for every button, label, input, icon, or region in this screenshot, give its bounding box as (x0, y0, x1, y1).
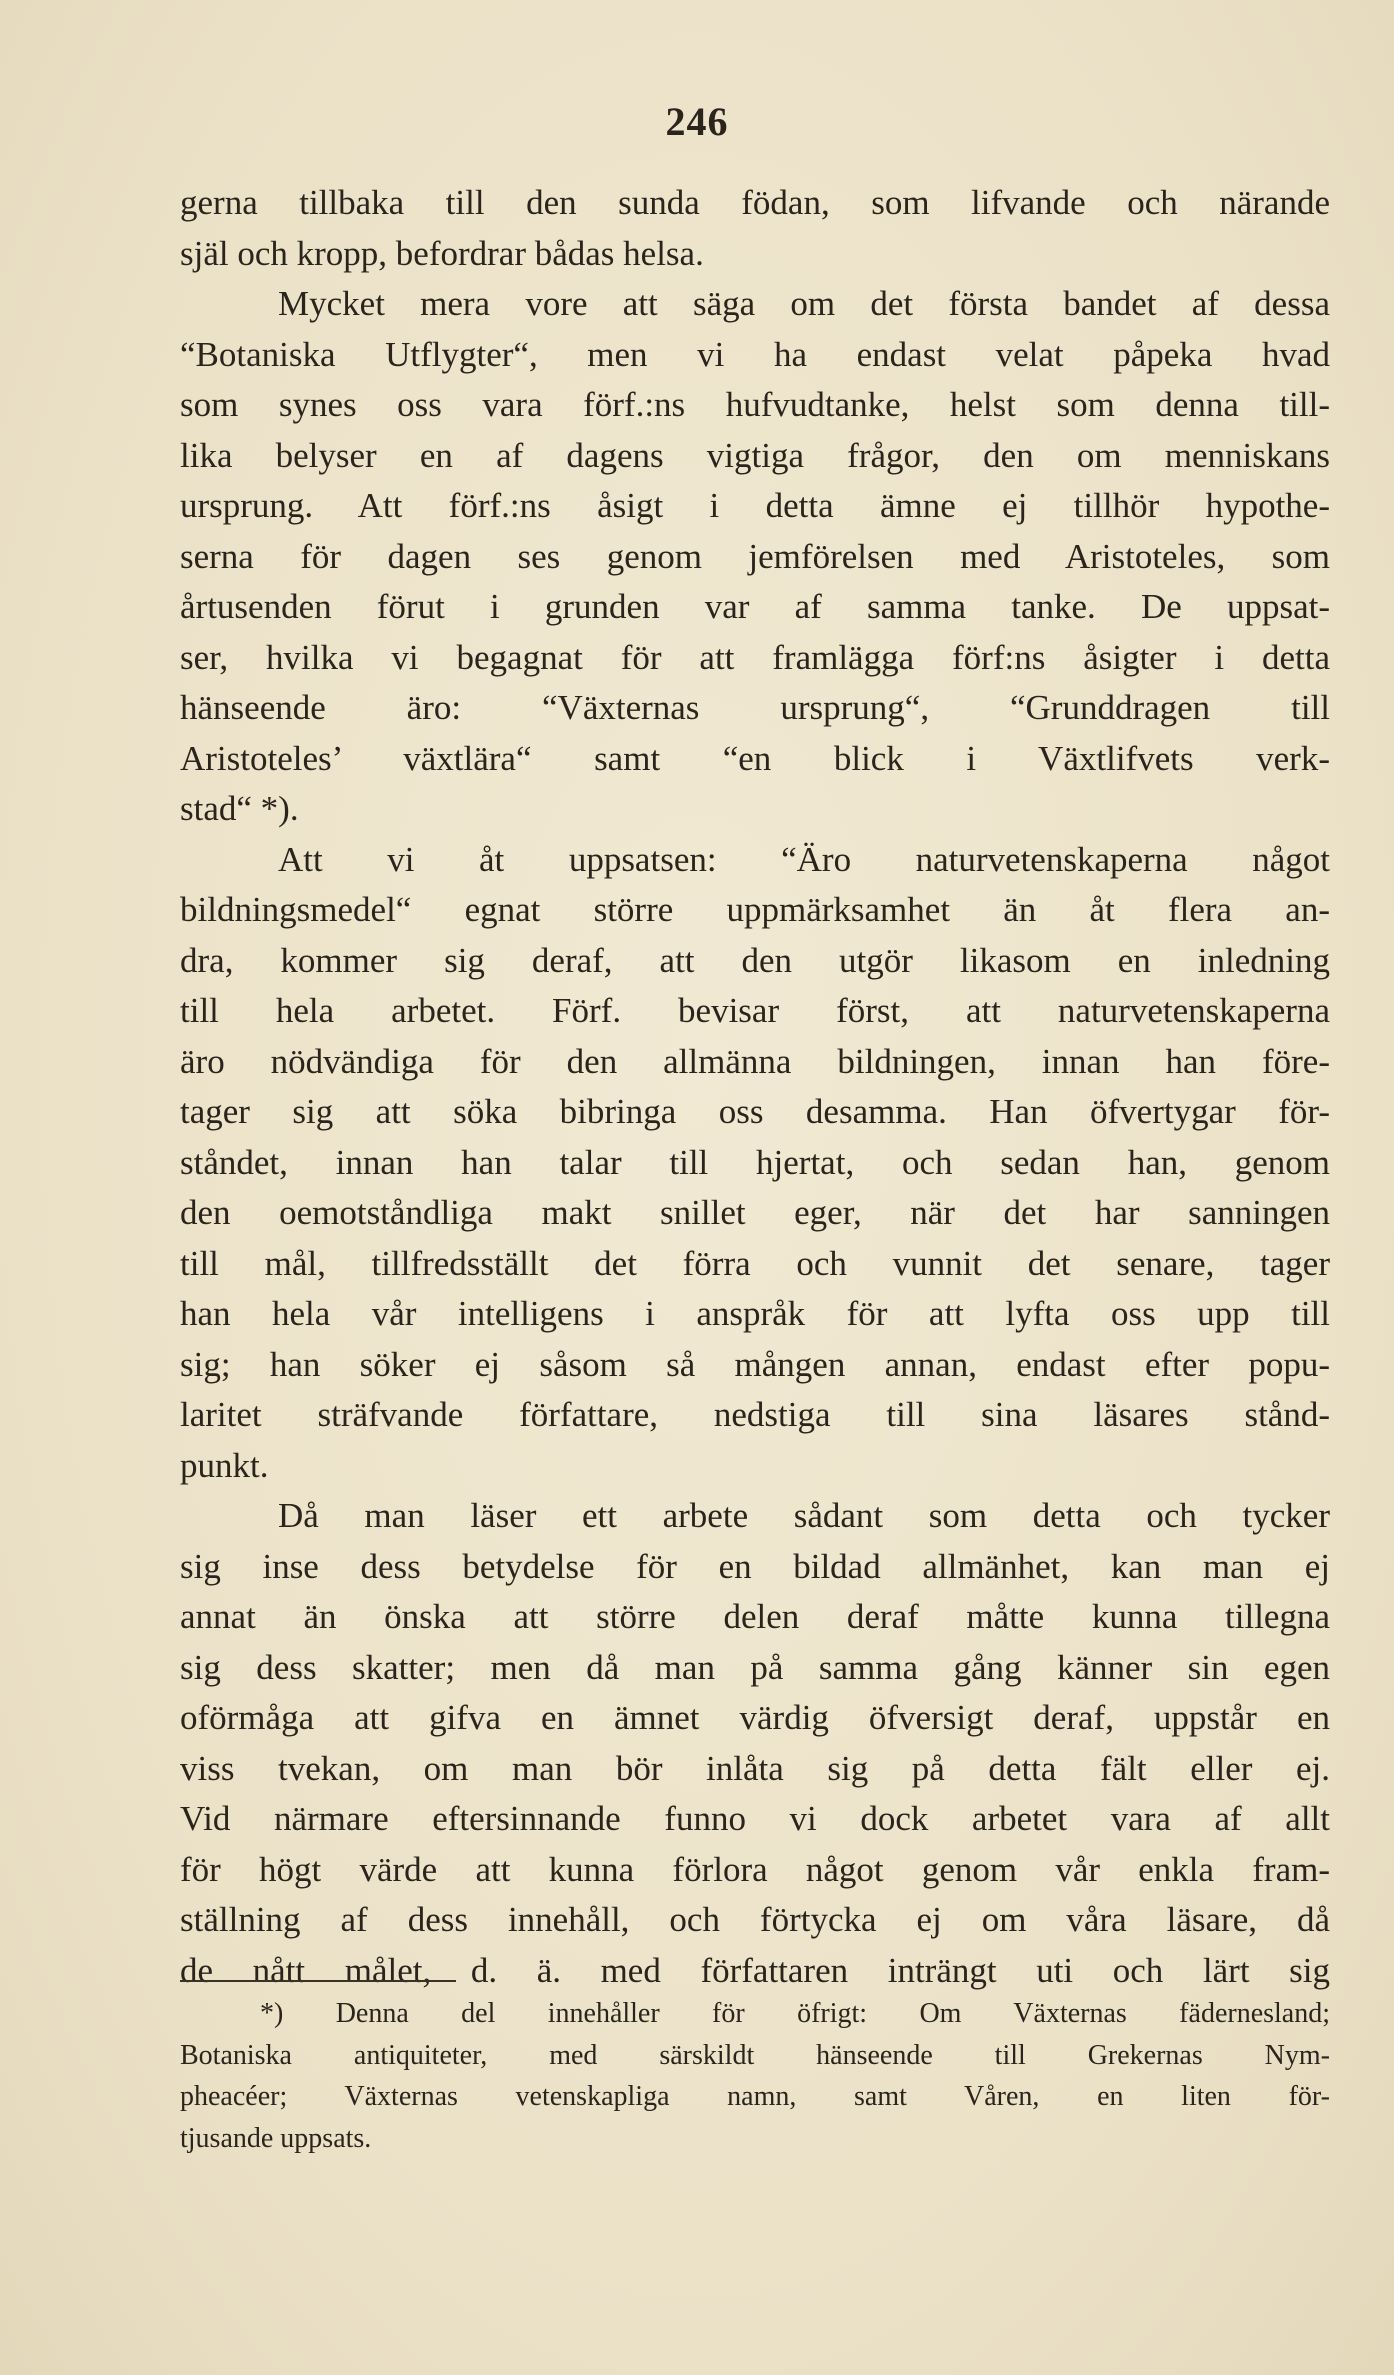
text-line: bildningsmedel“ egnat större uppmärksamhet än åt flera an- (180, 890, 1330, 929)
text-line: den oemotståndliga makt snillet eger, när det har sanningen (180, 1193, 1330, 1232)
footnote-line: *) Denna del innehåller för öfrigt: Om Växternas fädernesland; (260, 1998, 1330, 2029)
text-line: stad“ *). (180, 789, 299, 828)
page-number: 246 (665, 99, 729, 144)
text-line: Mycket mera vore att säga om det första bandet af dessa (278, 284, 1330, 323)
text-line: tager sig att söka bibringa oss desamma. Han öfvertygar för- (180, 1092, 1330, 1131)
text-line: årtusenden förut i grunden var af samma tanke. De uppsat- (180, 587, 1330, 626)
text-line: som synes oss vara förf.:ns hufvudtanke, helst som denna till- (180, 385, 1330, 424)
text-line: lika belyser en af dagens vigtiga frågor, den om menniskans (180, 435, 1330, 475)
text-line: ställning af dess innehåll, och förtycka ej om våra läsare, då (180, 1900, 1330, 1939)
text-line: Att vi åt uppsatsen: “Äro naturvetenskaperna något (278, 839, 1330, 879)
text-line: “Botaniska Utflygter“, men vi ha endast velat påpeka hvad (180, 334, 1330, 374)
text-line: sig dess skatter; men då man på samma gång känner sin egen (180, 1647, 1330, 1687)
text-line: för högt värde att kunna förlora något genom vår enkla fram- (180, 1849, 1330, 1889)
text-line: gerna tillbaka till den sunda födan, som lifvande och närande (180, 183, 1330, 222)
text-line: punkt. (180, 1445, 269, 1485)
text-line: själ och kropp, befordrar bådas helsa. (180, 233, 704, 273)
footnote-line: tjusande uppsats. (180, 2122, 372, 2154)
text-line: laritet sträfvande författare, nedstiga till sina läsares stånd- (180, 1395, 1330, 1434)
footnote-divider (180, 1980, 456, 1982)
footnote-line: pheacéer; Växternas vetenskapliga namn, samt Våren, en liten för- (180, 2081, 1330, 2112)
text-line: dra, kommer sig deraf, att den utgör likasom en inledning (180, 940, 1330, 980)
body-text (180, 178, 1330, 1996)
text-line: oförmåga att gifva en ämnet värdig öfversigt deraf, uppstår en (180, 1698, 1330, 1737)
text-line: han hela vår intelligens i anspråk för att lyfta oss upp till (180, 1294, 1330, 1333)
text-line: annat än önska att större delen deraf måtte kunna tillegna (180, 1597, 1330, 1636)
text-line: hänseende äro: “Växternas ursprung“, “Grunddragen till (180, 688, 1330, 727)
text-line: serna för dagen ses genom jemförelsen med Aristoteles, som (180, 536, 1330, 576)
text-line: ståndet, innan han talar till hjertat, och sedan han, genom (180, 1142, 1330, 1182)
text-line: Då man läser ett arbete sådant som detta och tycker (278, 1496, 1330, 1535)
text-line: Vid närmare eftersinnande funno vi dock arbetet vara af allt (180, 1799, 1330, 1838)
text-line: till mål, tillfredsställt det förra och vunnit det senare, tager (180, 1243, 1330, 1283)
footnote-line: Botaniska antiquiteter, med särskildt hänseende till Grekernas Nym- (180, 2039, 1330, 2071)
text-line: sig inse dess betydelse för en bildad allmänhet, kan man ej (180, 1546, 1330, 1586)
text-line: viss tvekan, om man bör inlåta sig på detta fält eller ej. (180, 1748, 1330, 1788)
text-line: ser, hvilka vi begagnat för att framlägga förf:ns åsigter i detta (180, 637, 1330, 677)
text-line: de nått målet, d. ä. med författaren inträngt uti och lärt sig (180, 1950, 1330, 1990)
text-line: Aristoteles’ växtlära“ samt “en blick i Växtlifvets verk- (180, 738, 1330, 778)
text-line: till hela arbetet. Förf. bevisar först, att naturvetenskaperna (180, 991, 1330, 1030)
text-line: äro nödvändiga för den allmänna bildningen, innan han före- (180, 1041, 1330, 1081)
text-line: sig; han söker ej såsom så mången annan, endast efter popu- (180, 1344, 1330, 1384)
text-line: ursprung. Att förf.:ns åsigt i detta ämne ej tillhör hypothe- (180, 486, 1330, 525)
footnote (180, 1993, 1330, 2159)
